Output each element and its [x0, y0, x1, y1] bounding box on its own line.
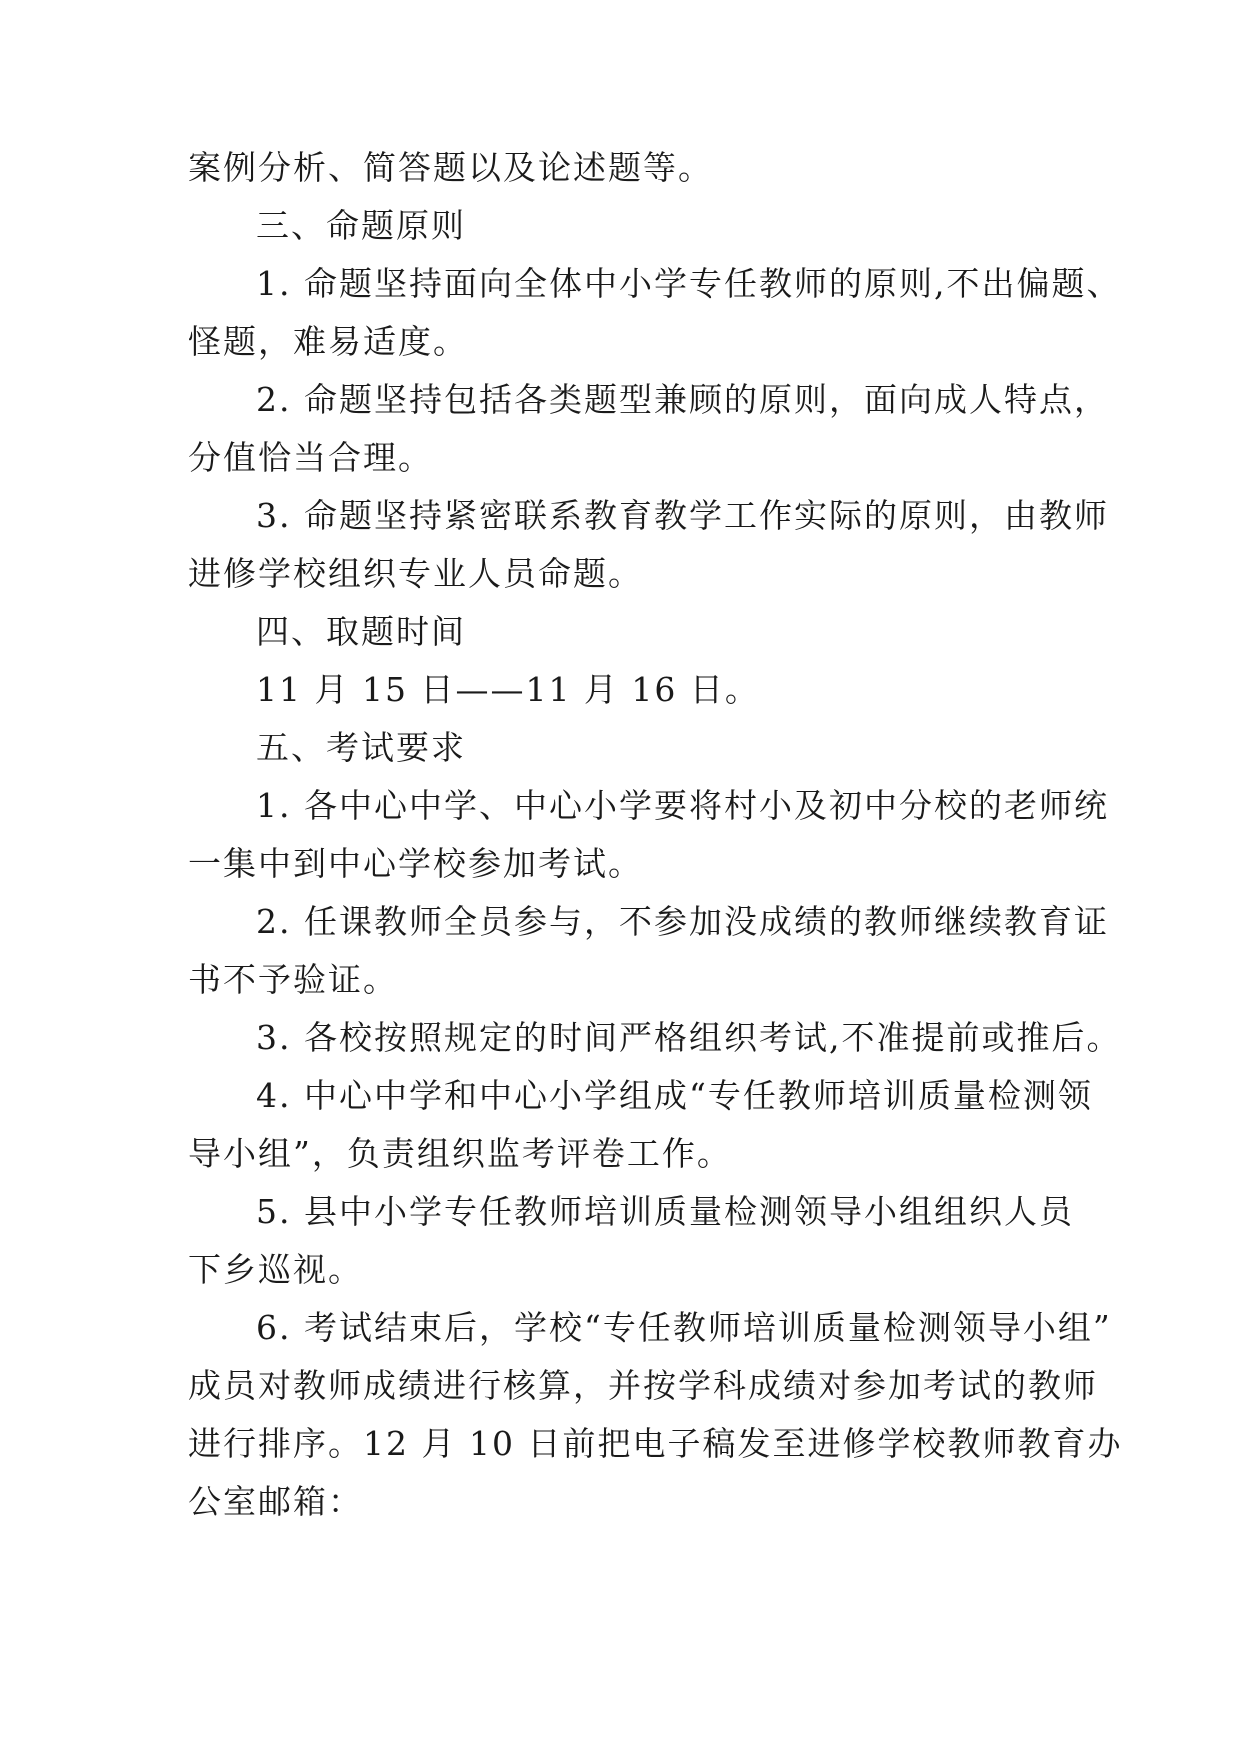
paragraph-line: 一集中到中心学校参加考试。: [188, 844, 643, 883]
paragraph-line: 1. 各中心中学、中心小学要将村小及初中分校的老师统: [256, 786, 1109, 825]
paragraph-line: 进修学校组织专业人员命题。: [188, 554, 643, 593]
paragraph-line: 2. 任课教师全员参与，不参加没成绩的教师继续教育证: [256, 902, 1109, 941]
paragraph-line: 进行排序。12 月 10 日前把电子稿发至进修学校教师教育办: [188, 1424, 1123, 1463]
paragraph-line: 1. 命题坚持面向全体中小学专任教师的原则,不出偏题、: [256, 264, 1122, 303]
paragraph-line: 分值恰当合理。: [188, 438, 433, 477]
paragraph-line: 书不予验证。: [188, 960, 398, 999]
section-heading: 五、考试要求: [256, 728, 466, 767]
section-heading: 三、命题原则: [256, 206, 466, 245]
paragraph-line: 公室邮箱：: [188, 1482, 363, 1521]
paragraph-line: 怪题，难易适度。: [188, 322, 468, 361]
paragraph-line: 6. 考试结束后，学校“专任教师培训质量检测领导小组”: [256, 1308, 1112, 1347]
paragraph-line: 2. 命题坚持包括各类题型兼顾的原则，面向成人特点，: [256, 380, 1109, 419]
paragraph-line: 11 月 15 日——11 月 16 日。: [256, 670, 760, 709]
section-heading: 四、取题时间: [256, 612, 466, 651]
paragraph-line: 5. 县中小学专任教师培训质量检测领导小组组织人员: [256, 1192, 1074, 1231]
paragraph-line: 3. 各校按照规定的时间严格组织考试,不准提前或推后。: [256, 1018, 1122, 1057]
paragraph-line: 成员对教师成绩进行核算，并按学科成绩对参加考试的教师: [188, 1366, 1098, 1405]
paragraph-line: 案例分析、简答题以及论述题等。: [188, 148, 713, 187]
paragraph-line: 下乡巡视。: [188, 1250, 363, 1289]
paragraph-line: 4. 中心中学和中心小学组成“专任教师培训质量检测领: [256, 1076, 1093, 1115]
paragraph-line: 3. 命题坚持紧密联系教育教学工作实际的原则，由教师: [256, 496, 1109, 535]
paragraph-line: 导小组”，负责组织监考评卷工作。: [188, 1134, 732, 1173]
